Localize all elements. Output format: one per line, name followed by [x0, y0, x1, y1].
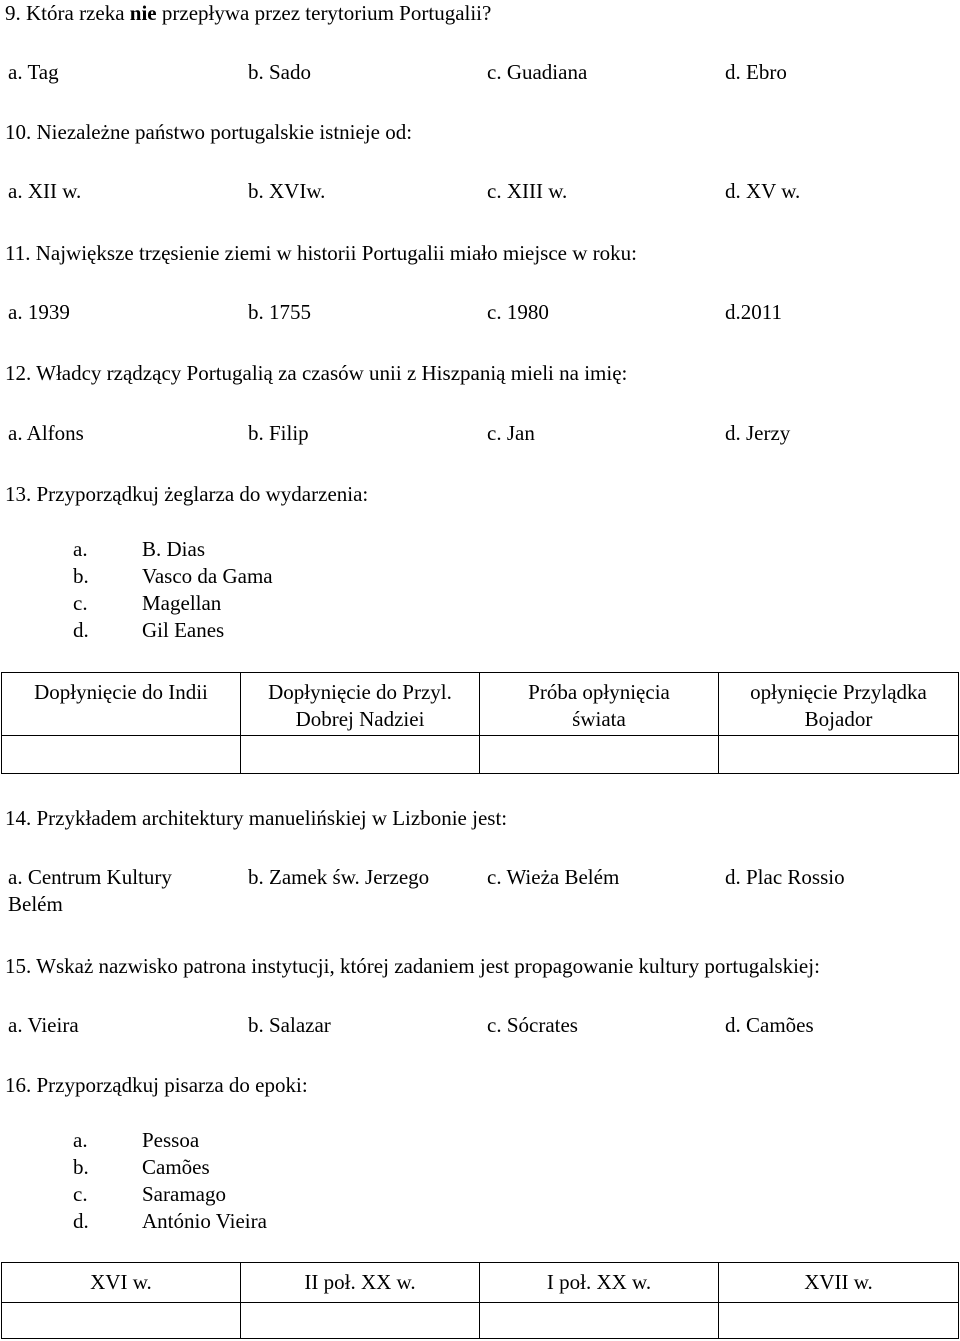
- table-header-cell: XVII w.: [719, 1263, 959, 1303]
- question-11-text: 11. Największe trzęsienie ziemi w historii Portugalii miało miejsce w roku:: [5, 241, 637, 265]
- question-11-option-a[interactable]: a. 1939: [8, 300, 70, 324]
- question-12-option-c[interactable]: c. Jan: [487, 421, 535, 445]
- question-11-option-d[interactable]: d.2011: [725, 300, 782, 324]
- question-15-option-a[interactable]: a. Vieira: [8, 1013, 79, 1037]
- question-13-matching-table: [1, 672, 959, 774]
- table-header-row: [2, 1263, 959, 1303]
- question-15-option-c[interactable]: c. Sócrates: [487, 1013, 578, 1037]
- question-11-option-c[interactable]: c. 1980: [487, 300, 549, 324]
- question-14-text: 14. Przykładem architektury manuelińskiej w Lizbonie jest:: [5, 806, 508, 830]
- table-header-cell: Próba opłynięcia świata: [480, 673, 719, 736]
- question-10-option-d[interactable]: d. XV w.: [725, 179, 801, 203]
- table-answer-row: [2, 1303, 959, 1339]
- question-12-option-a[interactable]: a. Alfons: [8, 421, 84, 445]
- question-13-text: 13. Przyporządkuj żeglarza do wydarzenia:: [5, 482, 369, 506]
- question-12-option-d[interactable]: d. Jerzy: [725, 421, 791, 445]
- question-9-option-a[interactable]: a. Tag: [8, 60, 59, 84]
- question-10-option-c[interactable]: c. XIII w.: [487, 179, 568, 203]
- answer-cell[interactable]: [241, 1303, 480, 1339]
- question-14-option-a-line2: Belém: [8, 892, 63, 916]
- table-header-cell: I poł. XX w.: [480, 1263, 719, 1303]
- answer-cell[interactable]: [241, 736, 480, 774]
- question-9-option-d[interactable]: d. Ebro: [725, 60, 787, 84]
- question-14-option-a[interactable]: a. Centrum Kultury: [8, 865, 172, 889]
- question-10-text: 10. Niezależne państwo portugalskie istnieje od:: [5, 120, 413, 144]
- question-14-option-b[interactable]: b. Zamek św. Jerzego: [248, 865, 430, 889]
- question-15-option-d[interactable]: d. Camões: [725, 1013, 814, 1037]
- question-12-option-b[interactable]: b. Filip: [248, 421, 309, 445]
- question-16-text: 16. Przyporządkuj pisarza do epoki:: [5, 1073, 308, 1097]
- table-answer-row: [2, 736, 959, 774]
- question-10-option-b[interactable]: b. XVIw.: [248, 179, 326, 203]
- table-header-cell: Dopłynięcie do Przyl. Dobrej Nadziei: [241, 673, 480, 736]
- question-14-option-d[interactable]: d. Plac Rossio: [725, 865, 845, 889]
- table-header-cell: II poł. XX w.: [241, 1263, 480, 1303]
- table-header-cell: Dopłynięcie do Indii: [2, 673, 241, 736]
- question-16-matching-table: [1, 1262, 959, 1339]
- question-10-option-a[interactable]: a. XII w.: [8, 179, 82, 203]
- answer-cell[interactable]: [480, 736, 719, 774]
- table-header-cell: opłynięcie Przylądka Bojador: [719, 673, 959, 736]
- question-11-option-b[interactable]: b. 1755: [248, 300, 311, 324]
- answer-cell[interactable]: [719, 736, 959, 774]
- answer-cell[interactable]: [2, 736, 241, 774]
- question-12-text: 12. Władcy rządzący Portugalią za czasów unii z Hiszpanią mieli na imię:: [5, 361, 628, 385]
- answer-cell[interactable]: [719, 1303, 959, 1339]
- answer-cell[interactable]: [480, 1303, 719, 1339]
- question-15-text: 15. Wskaż nazwisko patrona instytucji, której zadaniem jest propagowanie kultury portugalskiej:: [5, 954, 820, 978]
- question-9-text: 9. Która rzeka nie przepływa przez terytorium Portugalii?: [5, 1, 492, 25]
- table-header-cell: XVI w.: [2, 1263, 241, 1303]
- question-14-option-c[interactable]: c. Wieża Belém: [487, 865, 620, 889]
- table-header-row: [2, 673, 959, 736]
- question-9-option-b[interactable]: b. Sado: [248, 60, 311, 84]
- question-15-option-b[interactable]: b. Salazar: [248, 1013, 331, 1037]
- question-9-option-c[interactable]: c. Guadiana: [487, 60, 588, 84]
- answer-cell[interactable]: [2, 1303, 241, 1339]
